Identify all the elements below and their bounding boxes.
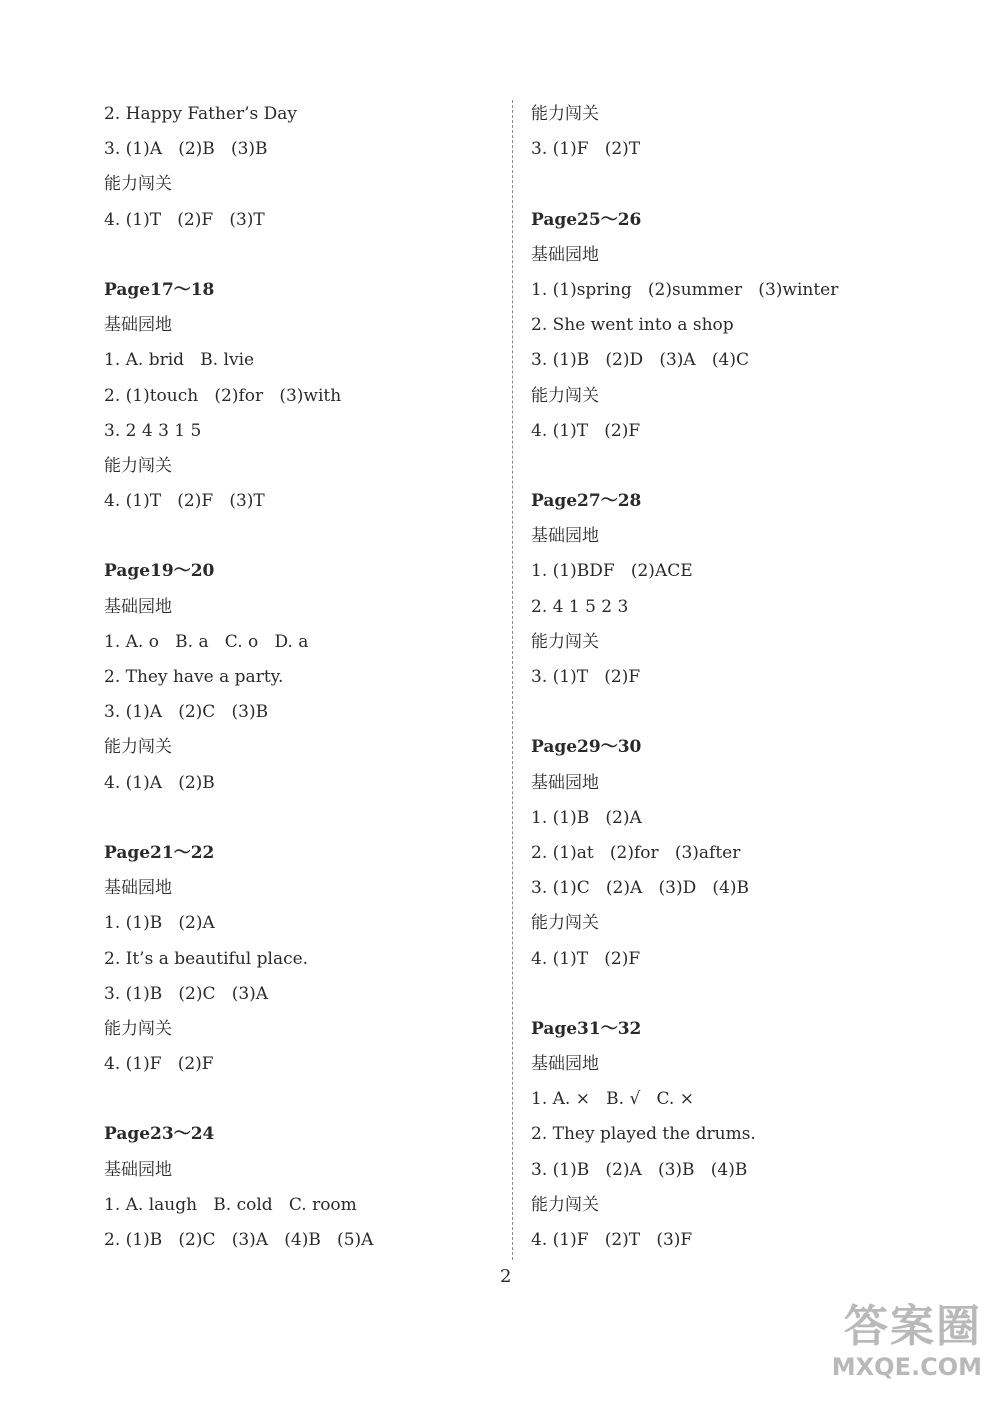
answer-line: 4. (1)F (2)F <box>104 1054 214 1075</box>
page-range-heading: Page27～28 <box>531 491 642 512</box>
section-gap <box>531 449 951 484</box>
section-gap <box>104 801 484 836</box>
answer-line: 1. (1)B (2)A <box>104 913 215 934</box>
watermark-url: MXQE.COM <box>831 1353 982 1381</box>
answer-line: 2. 4 1 5 2 3 <box>531 596 629 617</box>
answer-line: 1. A. brid B. lvie <box>104 350 255 371</box>
watermark-logo <box>792 1301 982 1391</box>
section-label: 能力闯关 <box>531 385 599 406</box>
answer-line: 1. A. o B. a C. o D. a <box>104 631 309 652</box>
watermark-title: 答案圈 <box>844 1301 982 1352</box>
page-range-heading: Page31～32 <box>531 1018 642 1039</box>
section-gap <box>104 238 484 273</box>
section-label: 基础园地 <box>104 1159 172 1180</box>
answer-line: 3. (1)B (2)A (3)B (4)B <box>531 1159 748 1180</box>
section-label: 基础园地 <box>104 878 172 899</box>
answer-line: 1. A. laugh B. cold C. room <box>104 1194 357 1215</box>
section-label: 基础园地 <box>531 526 599 547</box>
answer-line: 3. (1)T (2)F <box>531 667 641 687</box>
section-label: 能力闯关 <box>531 1194 599 1215</box>
section-label: 基础园地 <box>531 772 599 793</box>
answer-line: 2. Happy Father’s Day <box>104 104 298 124</box>
section-gap <box>531 977 951 1012</box>
section-label: 基础园地 <box>104 315 172 336</box>
answer-line: 1. (1)BDF (2)ACE <box>531 561 693 582</box>
section-label: 能力闯关 <box>531 631 599 652</box>
section-label: 基础园地 <box>104 596 172 617</box>
section-label: 能力闯关 <box>531 913 599 934</box>
answer-line: 2. (1)B (2)C (3)A (4)B (5)A <box>104 1230 374 1250</box>
answer-line: 2. She went into a shop <box>531 315 734 336</box>
section-label: 基础园地 <box>531 1054 599 1075</box>
answer-line: 4. (1)F (2)T (3)F <box>531 1230 693 1250</box>
answer-line: 2. They have a party. <box>104 667 284 687</box>
left-answer-column <box>104 97 484 1258</box>
answer-line: 2. (1)at (2)for (3)after <box>531 842 741 863</box>
answer-line: 4. (1)A (2)B <box>104 772 215 793</box>
answer-line: 4. (1)T (2)F <box>531 420 641 441</box>
page-range-heading: Page25～26 <box>531 209 642 230</box>
answer-line: 4. (1)T (2)F (3)T <box>104 209 265 230</box>
column-divider <box>512 100 513 1260</box>
page-range-heading: Page23～24 <box>104 1124 215 1145</box>
answer-line: 3. (1)B (2)D (3)A (4)C <box>531 350 749 371</box>
page-range-heading: Page19～20 <box>104 561 215 582</box>
answer-line: 3. (1)A (2)C (3)B <box>104 702 269 723</box>
page-number: 2 <box>500 1266 512 1287</box>
page-range-heading: Page29～30 <box>531 737 642 758</box>
section-label: 能力闯关 <box>104 737 172 758</box>
section-gap <box>531 695 951 730</box>
section-label: 能力闯关 <box>104 174 172 195</box>
answer-line: 4. (1)T (2)F (3)T <box>104 491 265 512</box>
section-label: 能力闯关 <box>104 1018 172 1039</box>
section-gap <box>531 167 951 202</box>
answer-line: 1. A. × B. √ C. × <box>531 1089 694 1110</box>
section-label: 基础园地 <box>531 244 599 265</box>
answer-line: 2. (1)touch (2)for (3)with <box>104 385 342 406</box>
answer-line: 1. (1)B (2)A <box>531 807 642 828</box>
section-gap <box>104 1082 484 1117</box>
answer-line: 2. They played the drums. <box>531 1124 756 1145</box>
answer-line: 2. It’s a beautiful place. <box>104 948 309 969</box>
right-answer-column <box>531 97 951 1258</box>
page-range-heading: Page21～22 <box>104 842 215 863</box>
answer-line: 1. (1)spring (2)summer (3)winter <box>531 279 839 300</box>
page-range-heading: Page17～18 <box>104 279 215 300</box>
answer-line: 3. (1)C (2)A (3)D (4)B <box>531 878 749 899</box>
section-label: 能力闯关 <box>104 455 172 476</box>
answer-line: 4. (1)T (2)F <box>531 948 641 969</box>
section-gap <box>104 519 484 554</box>
section-label: 能力闯关 <box>531 104 599 124</box>
answer-line: 3. (1)B (2)C (3)A <box>104 983 269 1004</box>
answer-line: 3. (1)A (2)B (3)B <box>104 139 268 160</box>
answer-line: 3. (1)F (2)T <box>531 139 641 160</box>
answer-line: 3. 2 4 3 1 5 <box>104 420 202 441</box>
